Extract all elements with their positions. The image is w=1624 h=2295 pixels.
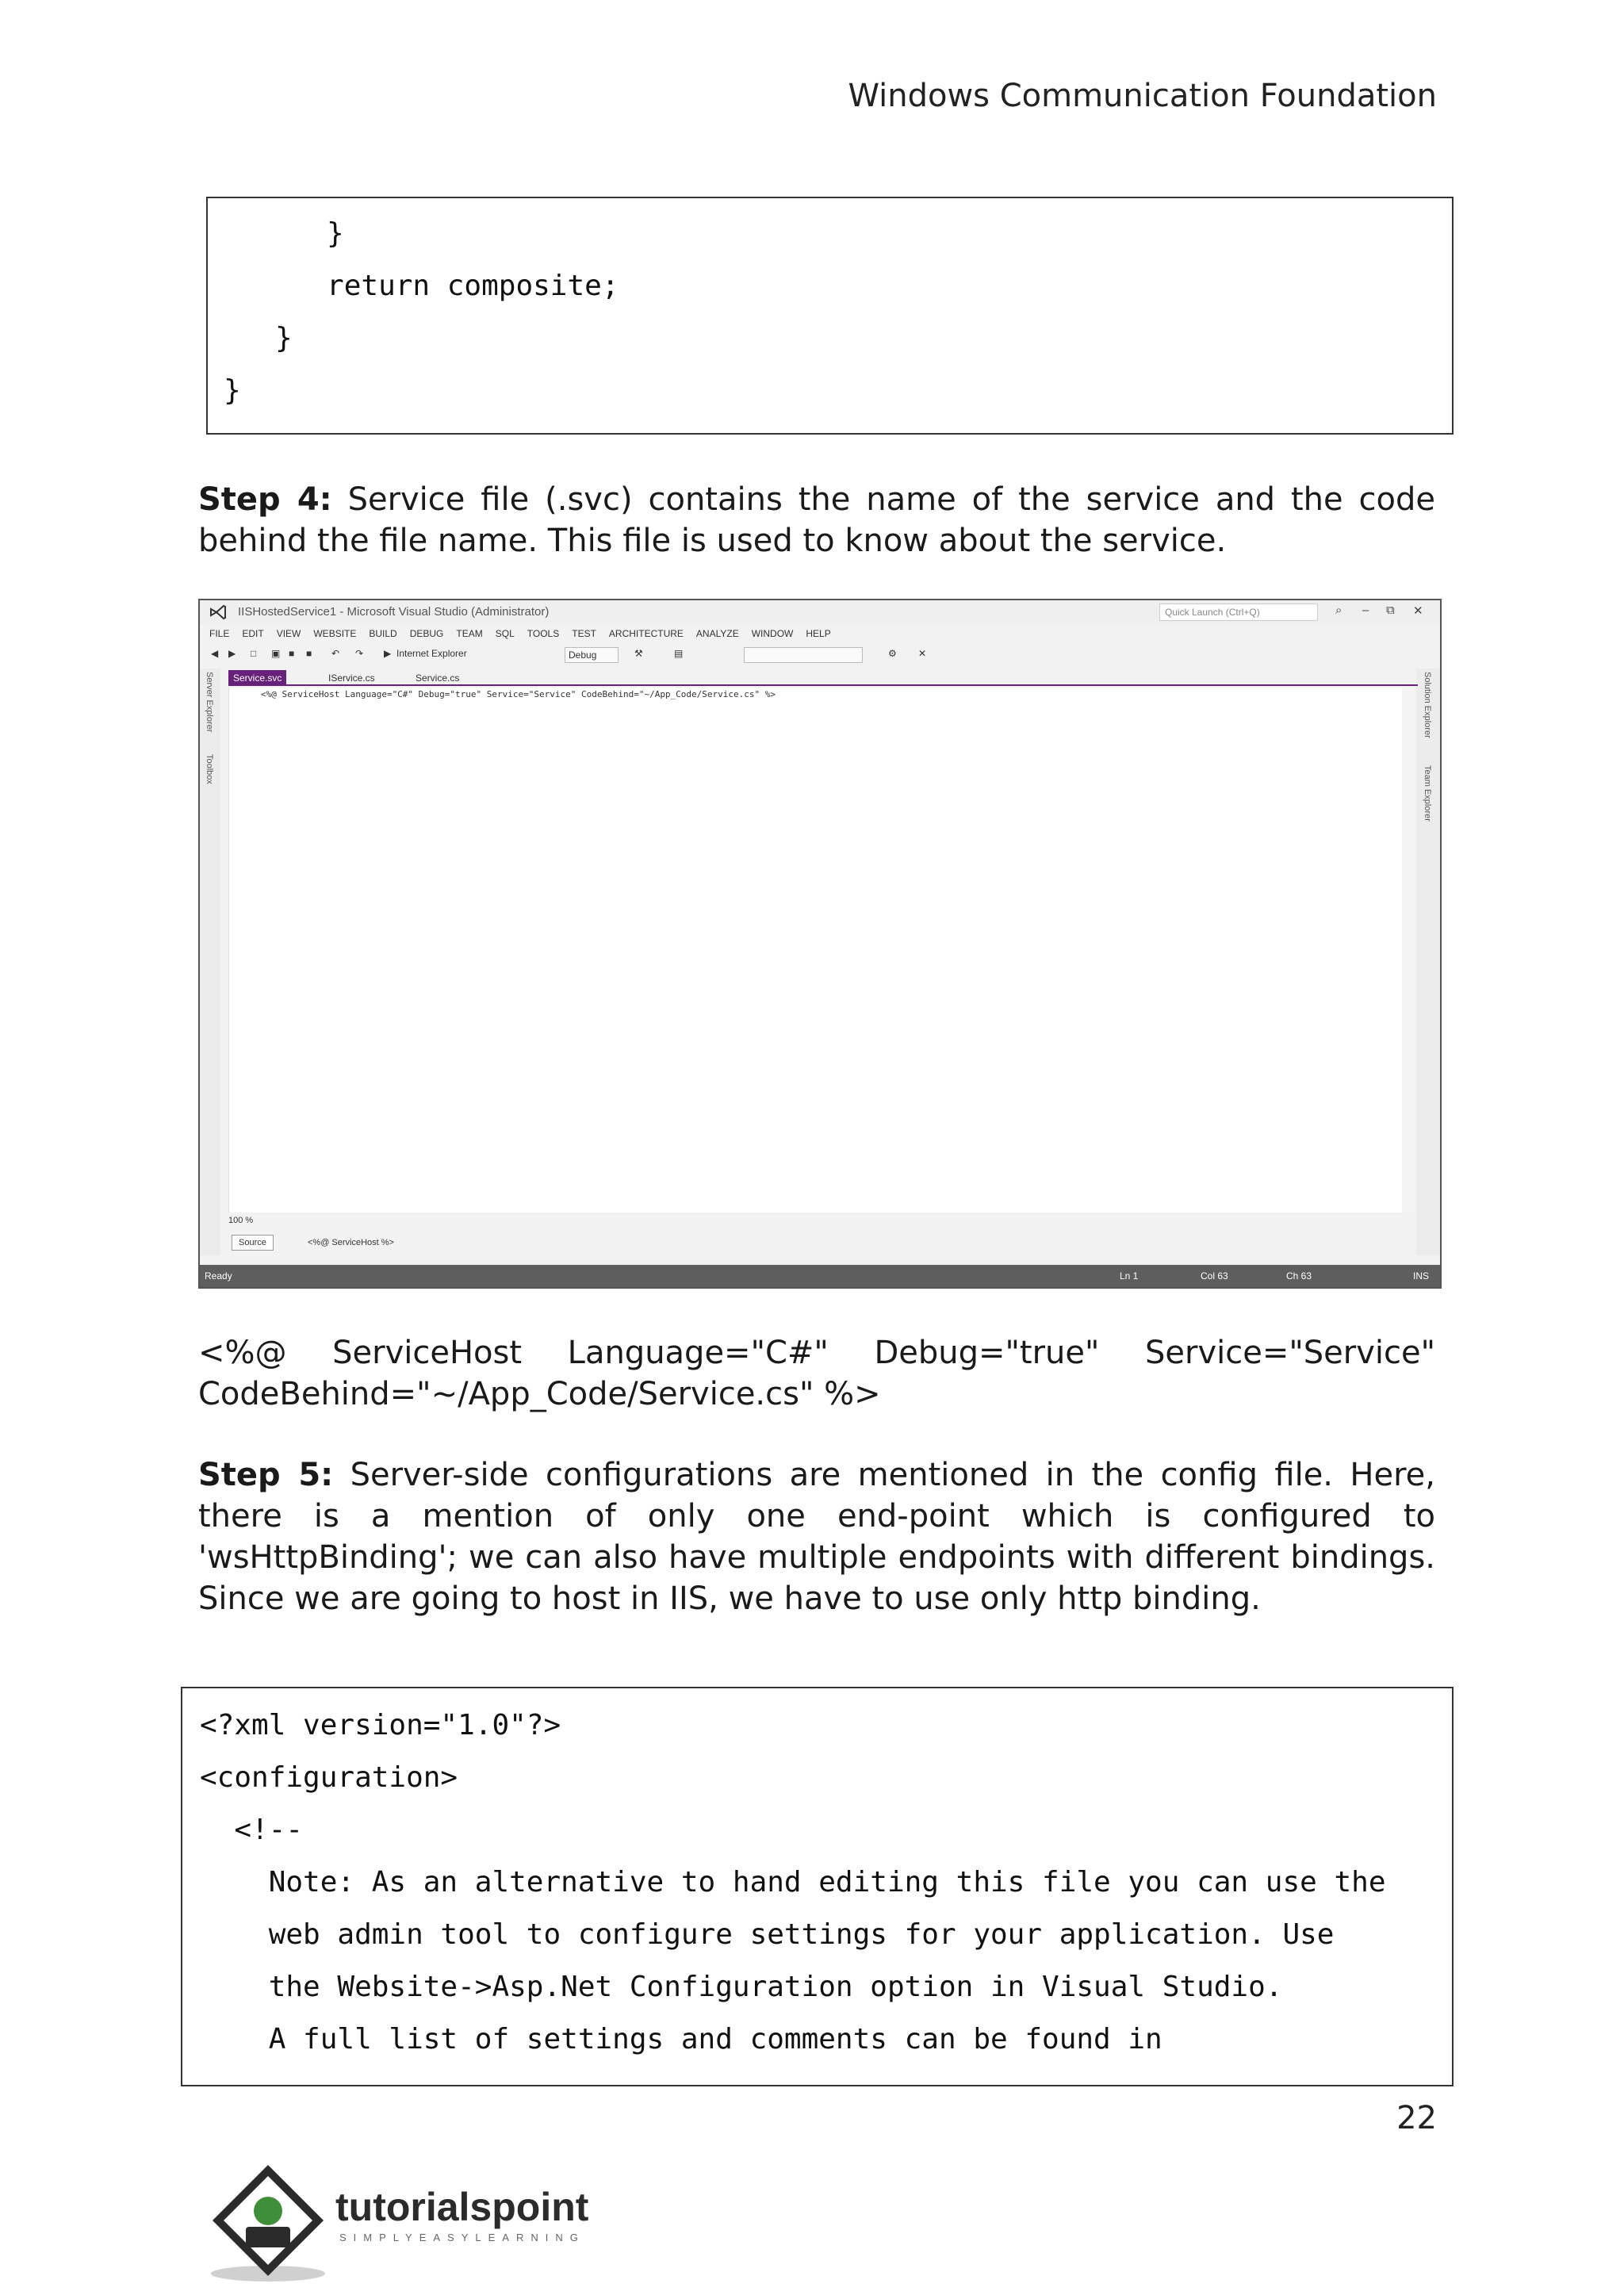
source-button[interactable]: Source bbox=[232, 1235, 274, 1251]
back-icon[interactable]: ◀ bbox=[211, 648, 219, 659]
redo-icon[interactable]: ↷ bbox=[355, 648, 364, 659]
gear-icon[interactable]: ⚙ bbox=[888, 648, 897, 659]
visual-studio-screenshot bbox=[198, 599, 1442, 1289]
menu-help[interactable]: HELP bbox=[806, 628, 831, 639]
close-x-icon[interactable]: ✕ bbox=[918, 648, 927, 659]
code-line: } bbox=[224, 374, 241, 407]
menu-website[interactable]: WEBSITE bbox=[313, 628, 357, 639]
logo-tagline: SIMPLYEASYLEARNING bbox=[339, 2232, 585, 2243]
save-all-icon[interactable]: ■ bbox=[306, 648, 312, 659]
code-line: <configuration> bbox=[200, 1761, 458, 1794]
attach-icon[interactable]: ⚒ bbox=[634, 648, 643, 659]
directive-part: Language="C#" bbox=[567, 1335, 829, 1371]
config-select[interactable]: Debug bbox=[565, 647, 619, 663]
servicehost-line-1 bbox=[198, 1332, 1435, 1374]
menu-edit[interactable]: EDIT bbox=[242, 628, 264, 639]
directive-part: Service="Service" bbox=[1145, 1335, 1435, 1371]
step-5-text: Server-side configurations are mentioned in the config file. Here, there is a mention of only one end-point which is configured to 'wsHttpBinding'; we can also have multiple endpoints with different bindings. Since we are going to host in IIS, we have to use only http binding. bbox=[198, 1457, 1436, 1617]
servicehost-directive bbox=[198, 1332, 1435, 1415]
code-line: the Website->Asp.Net Configuration option in Visual Studio. bbox=[200, 1971, 1283, 2003]
start-debug-icon[interactable]: ▶ bbox=[384, 648, 392, 659]
save-icon[interactable]: ■ bbox=[289, 648, 295, 659]
solution-explorer-tab[interactable]: Solution Explorer bbox=[1423, 672, 1432, 738]
new-project-icon[interactable]: □ bbox=[251, 648, 257, 659]
code-line: web admin tool to configure settings for your application. Use bbox=[200, 1918, 1335, 1951]
code-line: <!-- bbox=[200, 1814, 304, 1846]
source-bar bbox=[228, 1233, 1418, 1254]
menu-window[interactable]: WINDOW bbox=[751, 628, 794, 639]
menu-sql[interactable]: SQL bbox=[495, 628, 515, 639]
directive-part: Debug="true" bbox=[874, 1335, 1100, 1371]
menu-architecture[interactable]: ARCHITECTURE bbox=[608, 628, 684, 639]
editor-line: <%@ ServiceHost Language="C#" Debug="true" Service="Service" CodeBehind="~/App_Code/Service.cs" %> bbox=[261, 689, 776, 699]
document-tabs bbox=[228, 670, 1418, 686]
code-line: <?xml version="1.0"?> bbox=[200, 1709, 561, 1741]
document-icon[interactable]: ▤ bbox=[674, 648, 684, 659]
vs-statusbar bbox=[200, 1265, 1440, 1287]
vs-menubar bbox=[200, 624, 1440, 643]
team-explorer-tab[interactable]: Team Explorer bbox=[1423, 765, 1432, 822]
status-insert: INS bbox=[1413, 1270, 1430, 1282]
step-4-paragraph bbox=[198, 479, 1435, 561]
tutorialspoint-logo bbox=[205, 2159, 649, 2285]
editor-scrollbar[interactable] bbox=[1402, 688, 1415, 1213]
server-explorer-tab[interactable]: Server Explorer bbox=[205, 672, 214, 733]
status-ready: Ready bbox=[205, 1270, 232, 1282]
page-header: Windows Communication Foundation bbox=[848, 78, 1437, 114]
directive-part: <%@ bbox=[198, 1335, 287, 1371]
page-number: 22 bbox=[1396, 2100, 1437, 2136]
menu-test[interactable]: TEST bbox=[572, 628, 596, 639]
zoom-level[interactable]: 100 % bbox=[228, 1216, 254, 1225]
toolbox-tab[interactable]: Toolbox bbox=[205, 754, 214, 784]
logo-figure-head bbox=[254, 2197, 282, 2225]
browser-select[interactable]: Internet Explorer bbox=[396, 648, 467, 659]
search-icon[interactable]: ⌕ bbox=[1335, 603, 1342, 617]
forward-icon[interactable]: ▶ bbox=[228, 648, 236, 659]
directive-part: ServiceHost bbox=[332, 1335, 523, 1371]
code-line: } bbox=[224, 322, 293, 354]
code-line: } bbox=[224, 217, 344, 250]
menu-debug[interactable]: DEBUG bbox=[409, 628, 444, 639]
vs-titlebar bbox=[200, 600, 1440, 624]
code-line: return composite; bbox=[224, 270, 619, 302]
left-tool-panels bbox=[200, 669, 220, 1255]
vs-toolbar bbox=[200, 643, 1440, 667]
find-combo[interactable] bbox=[744, 647, 863, 663]
restore-icon[interactable]: ⧉ bbox=[1386, 603, 1395, 617]
step-5-label: Step 5: bbox=[198, 1457, 334, 1493]
menu-analyze[interactable]: ANALYZE bbox=[695, 628, 739, 639]
quick-launch-input[interactable]: Quick Launch (Ctrl+Q) bbox=[1159, 603, 1318, 621]
code-editor[interactable] bbox=[228, 688, 1408, 1213]
menu-build[interactable]: BUILD bbox=[369, 628, 397, 639]
minimize-icon[interactable]: – bbox=[1362, 603, 1369, 617]
tab-iservice-cs[interactable]: IService.cs bbox=[328, 672, 375, 684]
right-tool-panels bbox=[1416, 669, 1440, 1255]
step-4-text: Service file (.svc) contains the name of the service and the code behind the file name. This file is used to know about the service. bbox=[198, 481, 1436, 559]
status-char: Ch 63 bbox=[1286, 1270, 1312, 1282]
code-line: Note: As an alternative to hand editing this file you can use the bbox=[200, 1866, 1386, 1898]
tab-service-cs[interactable]: Service.cs bbox=[416, 672, 460, 684]
element-breadcrumb[interactable]: <%@ ServiceHost %> bbox=[308, 1238, 394, 1247]
servicehost-line-2: CodeBehind="~/App_Code/Service.cs" %> bbox=[198, 1376, 881, 1412]
vs-window-title: IISHostedService1 - Microsoft Visual Studio (Administrator) bbox=[238, 605, 550, 619]
undo-icon[interactable]: ↶ bbox=[331, 648, 340, 659]
code-line: A full list of settings and comments can be found in bbox=[200, 2023, 1162, 2056]
step-4-label: Step 4: bbox=[198, 481, 332, 518]
tab-service-svc[interactable]: Service.svc bbox=[228, 670, 286, 686]
menu-file[interactable]: FILE bbox=[209, 628, 230, 639]
menu-tools[interactable]: TOOLS bbox=[527, 628, 560, 639]
status-line: Ln 1 bbox=[1120, 1270, 1139, 1282]
open-file-icon[interactable]: ▣ bbox=[271, 648, 281, 659]
logo-wordmark: tutorialspoint bbox=[335, 2185, 589, 2229]
code-block-top bbox=[206, 197, 1454, 435]
status-column: Col 63 bbox=[1201, 1270, 1228, 1282]
step-5-paragraph bbox=[198, 1454, 1435, 1619]
code-block-config bbox=[181, 1687, 1454, 2086]
logo-book bbox=[246, 2227, 290, 2247]
close-icon[interactable]: ✕ bbox=[1413, 604, 1423, 618]
menu-view[interactable]: VIEW bbox=[276, 628, 301, 639]
menu-team[interactable]: TEAM bbox=[456, 628, 483, 639]
visual-studio-logo-icon bbox=[209, 603, 227, 621]
